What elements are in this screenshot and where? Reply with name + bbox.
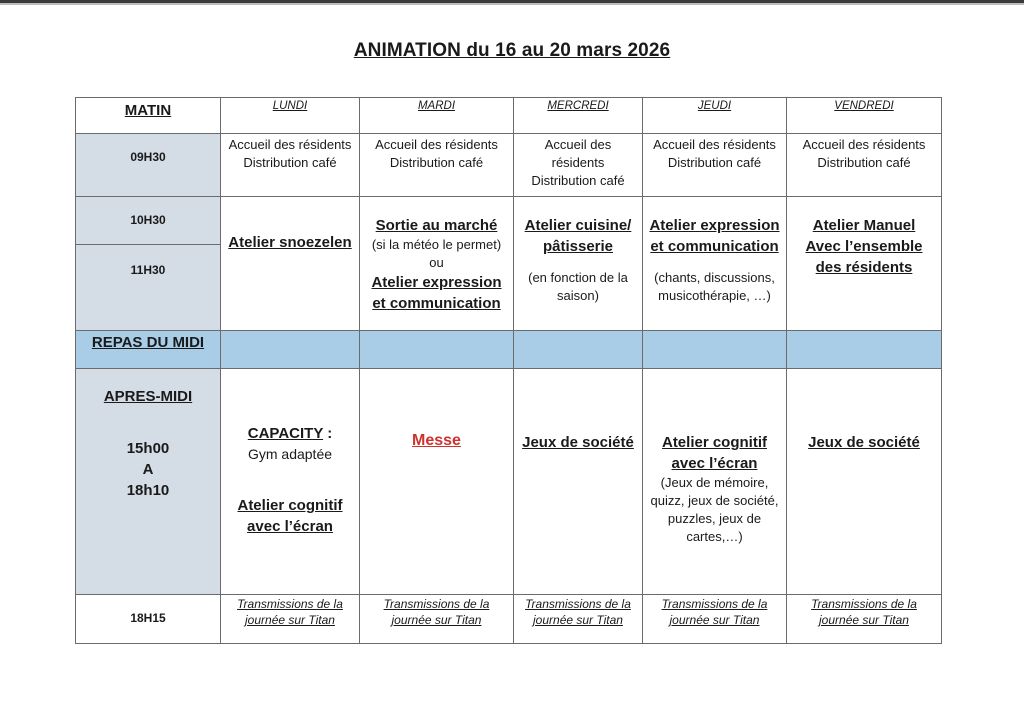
activity-note: (si la météo le permet) bbox=[371, 237, 502, 252]
messe-label: Messe bbox=[412, 432, 461, 449]
grid-hline bbox=[75, 594, 942, 595]
afternoon-label: APRES-MIDI bbox=[103, 388, 193, 405]
transmissions-vendredi bbox=[787, 596, 941, 628]
transmissions-lundi bbox=[221, 596, 359, 628]
activity-title: Atelier expression bbox=[649, 217, 780, 234]
time-0930: 09H30 bbox=[130, 150, 166, 164]
transmissions-line: journée sur Titan bbox=[245, 613, 335, 627]
grid-vline bbox=[75, 97, 76, 644]
header-day-cell bbox=[787, 98, 941, 133]
accueil-jeudi bbox=[643, 136, 786, 172]
morning-lundi bbox=[221, 232, 359, 253]
transmissions-mercredi bbox=[514, 596, 642, 628]
header-matin-cell bbox=[76, 98, 220, 133]
time-1030: 10H30 bbox=[130, 213, 166, 227]
grid-vline bbox=[941, 97, 942, 644]
activity-title: Atelier cuisine/ bbox=[524, 217, 632, 234]
afternoon-lundi bbox=[221, 423, 359, 537]
activity-title: Sortie au marché bbox=[375, 217, 498, 234]
time-1130-cell bbox=[76, 263, 220, 277]
time-1815-cell bbox=[76, 611, 220, 625]
accueil-line: Accueil des résidents bbox=[802, 137, 926, 152]
activity-note: puzzles, jeux de bbox=[667, 511, 762, 526]
activity-title: pâtisserie bbox=[542, 238, 614, 255]
activity-note: (Jeux de mémoire, bbox=[660, 475, 769, 490]
grid-vline bbox=[359, 97, 360, 644]
activity-note: (chants, discussions, bbox=[654, 270, 775, 285]
transmissions-mardi bbox=[360, 596, 513, 628]
afternoon-mardi bbox=[360, 430, 513, 451]
activity-title: et communication bbox=[372, 295, 501, 312]
transmissions-line: journée sur Titan bbox=[391, 613, 482, 627]
repas-cell bbox=[76, 332, 220, 353]
afternoon-sep: A bbox=[142, 461, 154, 478]
activity-title: Atelier Manuel bbox=[812, 217, 916, 234]
activity-title: Jeux de société bbox=[522, 434, 634, 451]
header-day-vendredi: VENDREDI bbox=[834, 100, 894, 112]
header-day-cell bbox=[514, 98, 642, 133]
grid-hline bbox=[75, 368, 942, 369]
accueil-lundi bbox=[221, 136, 359, 172]
grid-hline bbox=[75, 330, 942, 331]
transmissions-line: journée sur Titan bbox=[533, 613, 623, 627]
accueil-vendredi bbox=[787, 136, 941, 172]
transmissions-line: Transmissions de la bbox=[237, 597, 343, 611]
accueil-line: Accueil des bbox=[544, 137, 612, 152]
activity-note: saison) bbox=[557, 288, 599, 303]
activity-note: quizz, jeux de société, bbox=[650, 493, 779, 508]
morning-jeudi bbox=[643, 215, 786, 305]
time-0930-cell bbox=[76, 150, 220, 170]
afternoon-mercredi bbox=[514, 432, 642, 453]
grid-vline bbox=[642, 97, 643, 644]
activity-title: Atelier expression bbox=[371, 274, 502, 291]
header-day-mercredi: MERCREDI bbox=[547, 100, 609, 112]
header-day-cell bbox=[360, 98, 513, 133]
header-day-cell bbox=[643, 98, 786, 133]
accueil-line: Distribution café bbox=[531, 173, 625, 188]
time-1130: 11H30 bbox=[130, 263, 166, 277]
activity-note: cartes,…) bbox=[686, 529, 743, 544]
accueil-line: Accueil des résidents bbox=[653, 137, 776, 152]
header-day-cell bbox=[221, 98, 359, 133]
page-title: ANIMATION du 16 au 20 mars 2026 bbox=[353, 40, 671, 61]
transmissions-jeudi bbox=[643, 596, 786, 628]
transmissions-line: Transmissions de la bbox=[661, 597, 768, 611]
accueil-line: résidents bbox=[551, 155, 605, 170]
activity-title: Jeux de société bbox=[808, 434, 920, 451]
accueil-line: Distribution café bbox=[817, 155, 911, 170]
capacity-colon: : bbox=[323, 425, 333, 442]
grid-vline bbox=[220, 97, 221, 644]
accueil-line: Accueil des résidents bbox=[228, 137, 352, 152]
activity-title: Atelier cognitif bbox=[237, 497, 343, 514]
activity-title: avec l’écran bbox=[671, 455, 758, 472]
accueil-line: Accueil des résidents bbox=[375, 137, 498, 152]
capacity-label: CAPACITY bbox=[247, 425, 324, 442]
activity-title: avec l’écran bbox=[247, 518, 333, 535]
afternoon-from: 15h00 bbox=[126, 440, 170, 457]
header-day-jeudi: JEUDI bbox=[697, 100, 732, 112]
transmissions-line: Transmissions de la bbox=[525, 597, 631, 611]
accueil-line: Distribution café bbox=[243, 155, 337, 170]
transmissions-line: journée sur Titan bbox=[669, 613, 760, 627]
morning-vendredi bbox=[787, 215, 941, 278]
grid-hline bbox=[75, 244, 221, 245]
transmissions-line: Transmissions de la bbox=[383, 597, 490, 611]
header-matin: MATIN bbox=[124, 102, 172, 119]
activity-title: Avec l’ensemble bbox=[805, 238, 923, 255]
accueil-mercredi bbox=[514, 136, 642, 190]
activity-title bbox=[248, 423, 332, 444]
afternoon-vendredi bbox=[787, 432, 941, 453]
header-day-mardi: MARDI bbox=[417, 100, 456, 112]
activity-title: des résidents bbox=[815, 259, 913, 276]
time-1030-cell bbox=[76, 213, 220, 227]
time-1815: 18H15 bbox=[130, 611, 166, 625]
grid-vline bbox=[786, 97, 787, 644]
header-day-lundi: LUNDI bbox=[272, 100, 308, 112]
grid-hline bbox=[75, 643, 942, 644]
activity-title: et communication bbox=[650, 238, 779, 255]
morning-mardi bbox=[360, 215, 513, 314]
accueil-line: Distribution café bbox=[667, 155, 762, 170]
transmissions-line: journée sur Titan bbox=[819, 613, 909, 627]
morning-mercredi bbox=[514, 215, 642, 305]
grid-hline bbox=[75, 133, 942, 134]
afternoon-jeudi bbox=[643, 432, 786, 546]
activity-note: Gym adaptée bbox=[247, 446, 333, 462]
activity-note: musicothérapie, …) bbox=[658, 288, 771, 303]
activity-note: ou bbox=[429, 255, 444, 270]
activity-note: (en fonction de la bbox=[528, 270, 628, 285]
activity-title: Atelier cognitif bbox=[661, 434, 767, 451]
accueil-line: Distribution café bbox=[389, 155, 484, 170]
accueil-mardi bbox=[360, 136, 513, 172]
afternoon-to: 18h10 bbox=[126, 482, 170, 499]
activity-title: Atelier snoezelen bbox=[228, 234, 352, 251]
repas-label: REPAS DU MIDI bbox=[91, 334, 205, 351]
grid-hline bbox=[75, 196, 942, 197]
afternoon-time-cell bbox=[76, 386, 220, 501]
transmissions-line: Transmissions de la bbox=[811, 597, 917, 611]
